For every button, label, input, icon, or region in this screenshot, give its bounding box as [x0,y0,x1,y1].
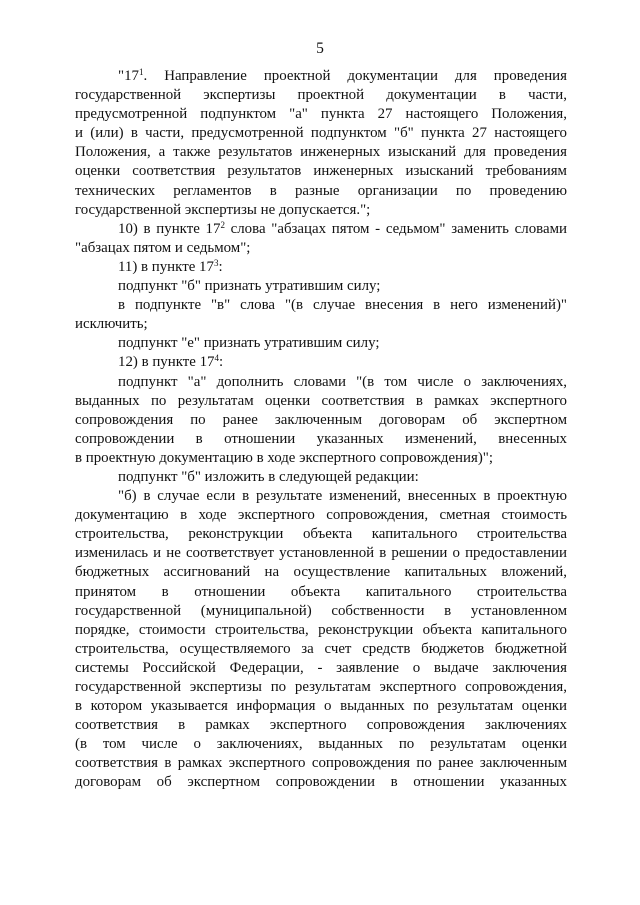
text-line [75,277,567,296]
line-text: принятом в отношении объекта капитального строительства [75,583,567,600]
line-text: : [218,258,223,275]
superscript: 4 [214,353,219,364]
text-line [75,411,567,430]
line-text: : [218,354,224,371]
text-line [75,220,567,239]
text-line [75,487,567,506]
text-line [75,773,567,792]
line-text: и (или) в части, предусмотренной подпунктом "б" пункта 27 настоящего [75,125,567,142]
line-text: строительства, осуществляемого за счет средств бюджетов бюджетной [75,640,567,657]
text-line [75,735,567,754]
line-text: выданных по результатам оценки соответствия в рамках экспертного [75,392,567,409]
line-text: государственной экспертизы проектной документации в части, [75,87,567,104]
superscript: 2 [220,219,225,230]
text-line [75,449,567,468]
text-line [75,506,567,525]
text-line [75,544,567,563]
line-text: "17 [118,68,139,84]
text-line [75,353,567,372]
text-line [75,239,567,258]
line-text: строительства, реконструкции объекта капитального строительства [75,526,567,543]
text-line [75,678,567,697]
line-text: Положения, а также результатов инженерных изысканий для проведения [75,144,567,161]
text-line [75,621,567,640]
line-text: системы Российской Федерации, - заявление о выдаче заключения [75,659,567,676]
line-text: слова "абзацах пятом - седьмом" заменить словами [224,220,567,237]
line-text: документацию в ходе экспертного сопровождения, сметная стоимость [75,507,567,524]
text-line [75,296,567,315]
line-text: (в том числе о заключениях, выданных по результатам оценки [75,736,567,753]
line-text: "б) в случае если в результате изменений, внесенных в проектную [118,488,567,505]
line-text: . Направление проектной документации для проведения [143,68,567,84]
text-line [75,373,567,392]
line-text: подпункт "б" признать утратившим силу; [118,278,381,295]
text-line [75,602,567,621]
line-text: сопровождения по ранее заключенным договорам об экспертном [75,411,567,428]
text-line [75,525,567,544]
superscript: 1 [138,67,144,77]
text-line [75,468,567,487]
line-text: соответствия в рамках экспертного сопровождения заключениях [75,717,567,734]
text-line [75,201,567,220]
line-text: сопровождении в отношении указанных изменений, внесенных [75,430,567,447]
text-line [75,659,567,678]
line-text: технических регламентов в разные организации по проведению [75,182,567,199]
text-line [75,754,567,773]
line-text: государственной (муниципальной) собственности в установленном [75,602,567,619]
line-text: соответствия в рамках экспертного сопровождения по ранее заключенным [75,755,567,772]
text-line [75,182,567,201]
text-line [75,697,567,716]
line-text: исключить; [75,316,148,333]
text-line [75,258,567,277]
line-text: бюджетных ассигнований на осуществление капитальных вложений, [75,564,567,581]
line-text: в подпункте "в" слова "(в случае внесения в него изменений)" [118,297,567,314]
line-text: изменилась и не соответствует установленной в решении о предоставлении [75,545,567,562]
text-line [75,124,567,143]
text-line [75,716,567,735]
superscript: 3 [213,257,219,268]
text-line [75,86,567,105]
line-text: "абзацах пятом и седьмом"; [75,239,251,256]
text-line [75,315,567,334]
text-line [75,334,567,353]
line-text: государственной экспертизы по результатам экспертного сопровождения, [75,679,567,695]
line-text: подпункт "е" признать утратившим силу; [118,335,380,352]
line-text: в котором указывается информация о выданных по результатам оценки [75,698,567,715]
line-text: подпункт "а" дополнить словами "(в том числе о заключениях, [118,373,567,390]
document-body [75,67,567,793]
text-line [75,583,567,602]
line-text: предусмотренной подпунктом "а" пункта 27 настоящего Положения, [75,106,567,123]
line-text: 11) в пункте 17 [118,258,214,275]
line-text: государственной экспертизы не допускается."; [75,201,371,218]
text-line [75,563,567,582]
line-text: в проектную документацию в ходе экспертного сопровождения)"; [75,449,494,466]
text-line [75,67,567,86]
text-line [75,392,567,411]
text-line [75,640,567,659]
text-line [75,143,567,162]
line-text: договорам об экспертном сопровождении в отношении указанных [75,774,567,791]
line-text: 10) в пункте 17 [118,220,221,237]
text-line [75,430,567,449]
line-text: 12) в пункте 17 [118,354,215,371]
line-text: подпункт "б" изложить в следующей редакции: [118,468,419,485]
page-number: 5 [316,40,324,57]
text-line [75,105,567,124]
line-text: оценки соответствия результатов инженерных изысканий требованиям [75,163,567,180]
text-line [75,162,567,181]
line-text: порядке, стоимости строительства, реконструкции объекта капитального [75,621,567,638]
